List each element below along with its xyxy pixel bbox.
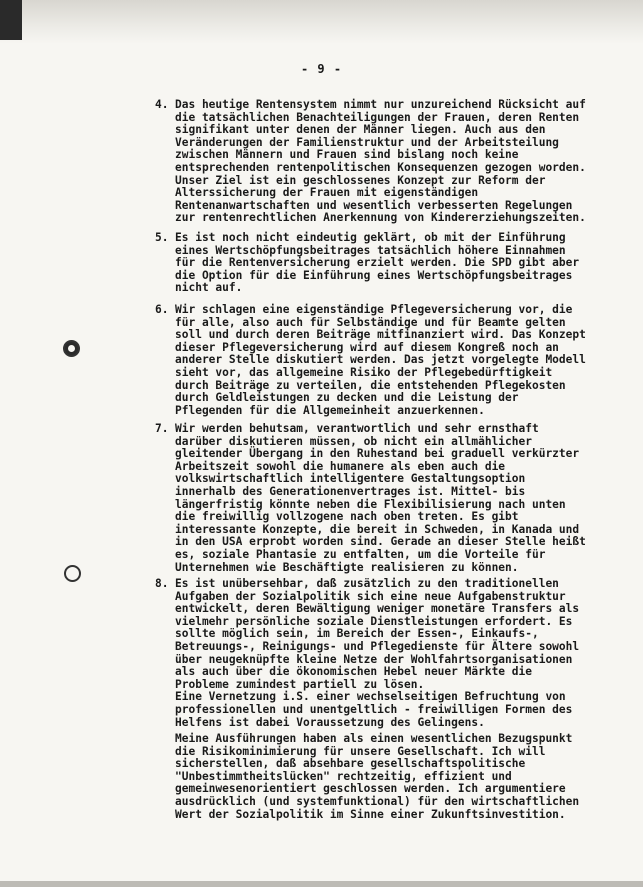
list-item [155, 303, 623, 417]
punch-hole-icon [63, 340, 80, 357]
list-item-text: Es ist noch nicht eindeutig geklärt, ob mit der Einführung eines Wertschöpfungsbeitrages tatsächlich höhere Einnahmen für die Rentenversicherung erzielt werden. Die SPD gibt aber die Option für die Einführung eines Wertschöpfungsbeitrages nicht auf. [175, 231, 580, 295]
scan-edge-mark [0, 0, 22, 40]
punch-hole-icon [64, 565, 81, 582]
list-item-number: 6. [155, 303, 169, 316]
page-number: - 9 - [300, 62, 343, 76]
closing-paragraph-block [155, 732, 623, 821]
list-item-number: 7. [155, 422, 169, 435]
list-item-number: 4. [155, 98, 169, 111]
list-item-text: Es ist unübersehbar, daß zusätzlich zu den traditionellen Aufgaben der Sozialpolitik sich eine neue Aufgabenstruktur entwickelt, deren Bewältigung weniger monetäre Transfers als vielmehr persönliche soziale Dienstleistungen erfordert. Es sollte möglich sein, im Bereich der Essen-, Einkaufs-, Betreuungs-, Reinigungs- und Pflegedienste für Ältere sowohl über neugeknüpfte kleine Netze der Wohlfahrtsorganisationen als auch über die ökonomischen Hebel neuer Märkte die Probleme zumindest partiell zu lösen. Eine Vernetzung i.S. einer wechselseitigen Befruchtung von professionellen und unentgeltlich - freiwilligen Formen des Helfens ist dabei Voraussetzung des Gelingens. [175, 577, 580, 729]
scan-shadow-bottom [0, 881, 643, 887]
list-item [155, 577, 623, 729]
list-item-number: 5. [155, 231, 169, 244]
list-item [155, 98, 623, 225]
scan-shadow-top [0, 0, 643, 44]
list-item-number: 8. [155, 577, 169, 590]
list-item-text: Wir schlagen eine eigenständige Pflegeversicherung vor, die für alle, also auch für Selbständige und für Beamte gelten soll und durch deren Beiträge mitfinanziert wird. Das Konzept dieser Pflegeversicherung wird auf diesem Kongreß noch an anderer Stelle diskutiert werden. Das jetzt vorgelegte Modell sieht vor, das allgemeine Risiko der Pflegebedürftigkeit durch Beiträge zu verteilen, die entstehenden Pflegekosten durch Geldleistungen zu decken und die Leistung der Pflegenden für die Allgemeinheit anzuerkennen. [175, 303, 586, 417]
list-item [155, 422, 623, 574]
list-item-text: Wir werden behutsam, verantwortlich und sehr ernsthaft darüber diskutieren müssen, ob nicht ein allmählicher gleitender Übergang in den Ruhestand bei graduell verkürzter Arbeitszeit sowohl die humanere als eben auch die volkswirtschaftlich intelligentere Gestaltungsoption innerhalb des Generationenvertrages ist. Mittel- bis längerfristig könnte neben die Flexibilisierung nach unten die freiwillig vollzogene nach oben treten. Es gibt interessante Konzepte, die bereit in Schweden, in Kanada und in den USA erprobt worden sind. Gerade an dieser Stelle heißt es, soziale Phantasie zu entfalten, um die Vorteile für Unternehmen wie Beschäftigte realisieren zu können. [175, 422, 586, 574]
closing-paragraph: Meine Ausführungen haben als einen wesentlichen Bezugspunkt die Risikominimierung für unsere Gesellschaft. Ich will sicherstellen, daß absehbare gesellschaftspolitische "Unbestimmtheitslücken" rechtzeitig, effizient und gemeinwesenorientiert geschlossen werden. Ich argumentiere ausdrücklich (und systemfunktional) für den wirtschaftlichen Wert der Sozialpolitik im Sinne einer Zukunftsinvestition. [175, 732, 580, 821]
list-item [155, 231, 623, 295]
list-item-text: Das heutige Rentensystem nimmt nur unzureichend Rücksicht auf die tatsächlichen Benachteiligungen der Frauen, deren Renten signifikant unter denen der Männer liegen. Auch aus den Veränderungen der Familienstruktur und der Arbeitsteilung zwischen Männern und Frauen sind bislang noch keine entsprechenden rentenpolitischen Konsequenzen gezogen worden. Unser Ziel ist ein geschlossenes Konzept zur Reform der Alterssicherung der Frauen mit eigenständigen Rentenanwartschaften und wesentlich verbesserten Regelungen zur rentenrechtlichen Anerkennung von Kindererziehungszeiten. [175, 98, 586, 225]
